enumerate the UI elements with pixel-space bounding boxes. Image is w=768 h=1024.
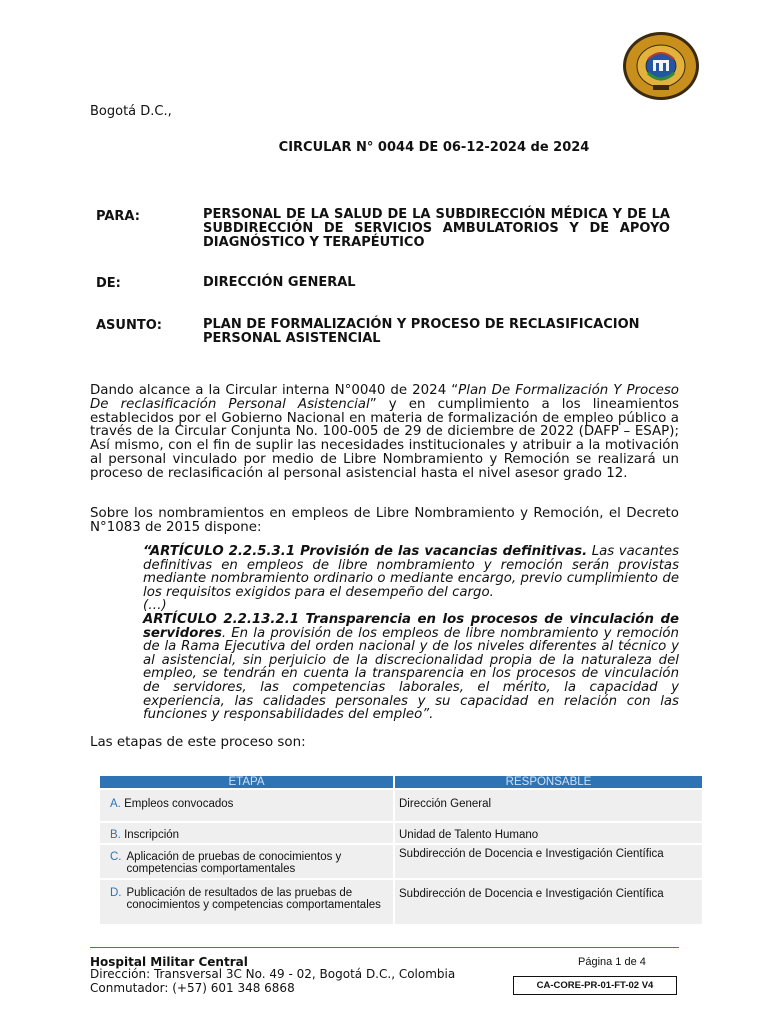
para-value: PERSONAL DE LA SALUD DE LA SUBDIRECCIÓN MÉDICA Y DE LA SUBDIRECCIÓN DE SERVICIOS AMBULATORIOS Y DE APOYO DIAGNÓSTICO Y TERAPÉUTICO bbox=[203, 207, 670, 250]
table-row bbox=[100, 845, 702, 878]
stage-letter: D. bbox=[110, 887, 122, 899]
table-header-row bbox=[100, 776, 702, 788]
column-header-responsible: RESPONSABLE bbox=[395, 776, 702, 788]
stage-letter: B. bbox=[110, 829, 121, 841]
footer-phone: Conmutador: (+57) 601 348 6868 bbox=[90, 981, 295, 995]
para-label: PARA: bbox=[96, 209, 140, 224]
intro-text-a: Dando alcance a la Circular interna N°0040 de 2024 “ bbox=[90, 383, 459, 398]
stage-text: Empleos convocados bbox=[124, 798, 234, 810]
stages-intro: Las etapas de este proceso son: bbox=[90, 735, 306, 750]
article-1-text: Las vacantes definitivas en empleos de libre nombramiento y remoción serán provistas mediante nombramiento ordinario o mediante encargo, previo cumplimiento de los requisitos exigidos para el desempeño del cargo. bbox=[143, 544, 679, 600]
quote-ellipsis: (…) bbox=[143, 598, 167, 614]
page-number: Página 1 de 4 bbox=[578, 956, 646, 968]
table-row bbox=[100, 823, 702, 843]
stage-letter: C. bbox=[110, 851, 122, 863]
decree-paragraph: Sobre los nombramientos en empleos de Libre Nombramiento y Remoción, el Decreto N°1083 de 2015 dispone: bbox=[90, 506, 679, 535]
stage-letter: A. bbox=[110, 798, 121, 810]
intro-plan-title: Plan De Formalización Y Proceso De reclasificación Personal Asistencial bbox=[90, 383, 679, 412]
stage-cell bbox=[100, 880, 393, 924]
stage-cell bbox=[100, 845, 393, 878]
responsible-cell: Dirección General bbox=[395, 790, 702, 821]
circular-title: CIRCULAR N° 0044 DE 06-12-2024 de 2024 bbox=[278, 140, 590, 155]
intro-paragraph bbox=[90, 384, 679, 481]
asunto-line-2: PERSONAL ASISTENCIAL bbox=[203, 331, 381, 346]
de-value: DIRECCIÓN GENERAL bbox=[203, 275, 356, 290]
stage-text: Publicación de resultados de las pruebas de conocimientos y competencias comportamentales bbox=[126, 887, 381, 911]
stage-cell bbox=[100, 790, 393, 821]
asunto-value bbox=[203, 318, 670, 346]
responsible-cell: Subdirección de Docencia e Investigación Científica bbox=[395, 880, 702, 924]
article-2-heading: ARTÍCULO 2.2.13.2.1 Transparencia en los procesos de vinculación de servidores bbox=[143, 611, 679, 641]
responsible-cell: Unidad de Talento Humano bbox=[395, 823, 702, 843]
article-1-heading: “ARTÍCULO 2.2.5.3.1 Provisión de las vacancias definitivas. bbox=[143, 544, 588, 559]
footer-address: Dirección: Transversal 3C No. 49 - 02, Bogotá D.C., Colombia bbox=[90, 967, 456, 981]
asunto-label: ASUNTO: bbox=[96, 318, 162, 333]
article-2-text: . En la provisión de los empleos de libre nombramiento y remoción de la Rama Ejecutiva del orden nacional y de los niveles diferentes al técnico y al asistencial, sin perjuicio de la discrecionalidad propia de la naturaleza del empleo, se tendrán en cuenta la transparencia en los procesos de vinculación de servidores, las competencias laborales, el mérito, la capacidad y experiencia, las calidades personales y su capacidad en relación con las funciones y responsabilidades del empleo”. bbox=[143, 625, 679, 723]
column-header-stage: ETAPA bbox=[100, 776, 393, 788]
table-row bbox=[100, 790, 702, 821]
de-label: DE: bbox=[96, 276, 121, 291]
decree-quote bbox=[143, 545, 679, 722]
responsible-cell: Subdirección de Docencia e Investigación Científica bbox=[395, 845, 702, 878]
city-line: Bogotá D.C., bbox=[90, 104, 172, 119]
footer-org: Hospital Militar Central bbox=[90, 955, 248, 969]
footer-divider bbox=[90, 947, 679, 948]
intro-text-b: ” y en cumplimiento a los lineamientos establecidos por el Gobierno Nacional en materia de formalización de empleo público a través de la Circular Conjunta No. 100-005 de 29 de diciembre de 2022 (DAFP – ESAP); Así mismo, con el fin de suplir las necesidades institucionales y atribuir a la motivación al personal vinculado por medio de Libre Nombramiento y Remoción se realizará un proceso de reclasificación al personal asistencial hasta el nivel asesor grado 12. bbox=[90, 396, 679, 481]
stage-cell bbox=[100, 823, 393, 843]
stage-text: Aplicación de pruebas de conocimientos y competencias comportamentales bbox=[126, 851, 342, 875]
stages-table bbox=[98, 774, 704, 926]
table-row bbox=[100, 880, 702, 924]
document-code: CA-CORE-PR-01-FT-02 V4 bbox=[513, 976, 677, 995]
stage-text: Inscripción bbox=[124, 829, 180, 841]
asunto-line-1: PLAN DE FORMALIZACIÓN Y PROCESO DE RECLASIFICACION bbox=[203, 317, 640, 332]
hospital-seal-logo bbox=[623, 32, 699, 100]
